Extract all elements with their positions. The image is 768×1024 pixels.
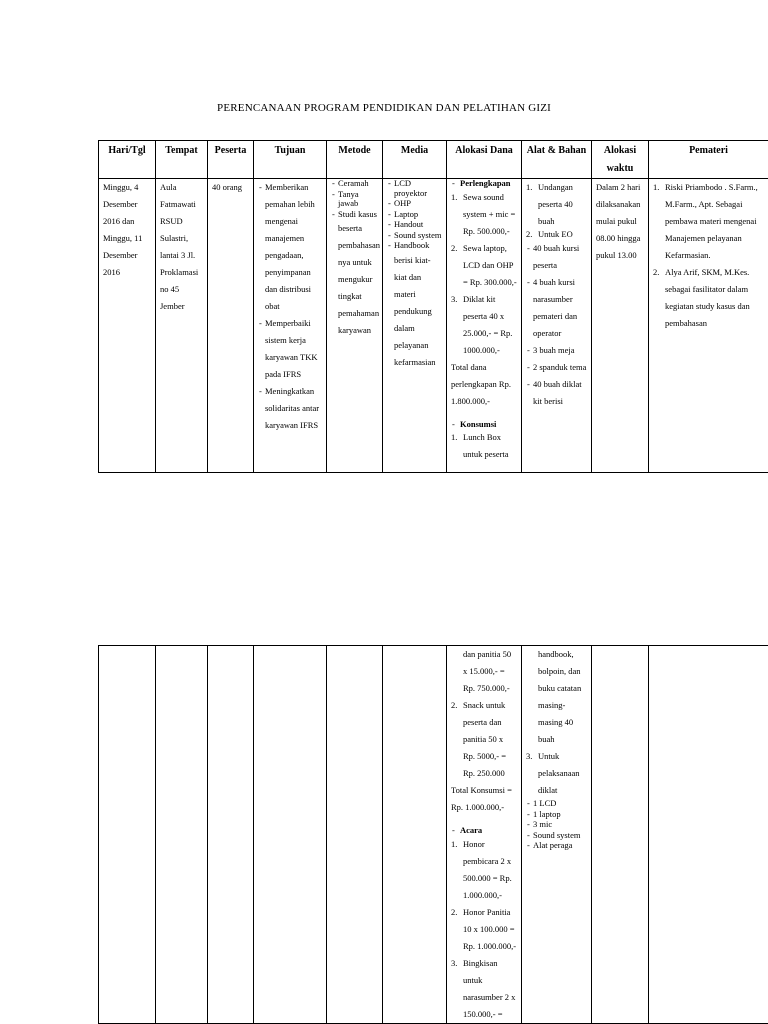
header-media: Media — [383, 141, 447, 179]
cell-pemateri — [649, 646, 768, 1024]
cell-alat-bahan — [522, 646, 592, 1024]
alat-continued: handbook, bolpoin, dan buku catatan masing-masing 40 buah — [538, 649, 582, 744]
program-table-continued — [98, 645, 768, 1024]
alat-sub-item: - 1 laptop — [526, 810, 587, 820]
table-row — [99, 179, 768, 473]
cell-hari — [99, 646, 156, 1024]
media-item: - Handbook — [387, 241, 442, 251]
media-item: - Laptop — [387, 210, 442, 220]
cell-media — [383, 646, 447, 1024]
table-row — [99, 646, 768, 1024]
cell-tempat: Aula Fatmawati RSUD Sulastri, lantai 3 Jl. Proklamasi no 45 Jember — [156, 179, 208, 473]
document-title: PERENCANAAN PROGRAM PENDIDIKAN DAN PELATIHAN GIZI — [217, 102, 551, 114]
alat-item: 3. Untuk pelaksanaan diklat — [526, 751, 580, 795]
dana-section-acara: Acara — [460, 825, 483, 835]
cell-alokasi-dana — [447, 646, 522, 1024]
pemateri-item: 2. Alya Arif, SKM, M.Kes. sebagai fasilitator dalam kegiatan study kasus dan pembahasan — [653, 267, 750, 328]
alat-sub-item: - 40 buah kursi peserta — [526, 240, 587, 274]
cell-metode — [327, 179, 383, 473]
header-tujuan: Tujuan — [254, 141, 327, 179]
cell-peserta — [208, 646, 254, 1024]
table-header-row — [99, 141, 768, 179]
header-alokasi-waktu: Alokasi waktu — [592, 141, 649, 179]
dana-total-perlengkapan: Total dana perlengkapan Rp. 1.800.000,- — [451, 361, 511, 406]
cell-peserta: 40 orang — [208, 179, 254, 473]
alat-sub-item: - 4 buah kursi narasumber pemateri dan operator — [526, 274, 587, 342]
tujuan-item: - Memberikan pemahan lebih mengenai manajemen pengadaan, penyimpanan dan distribusi obat — [258, 179, 322, 315]
tujuan-item: - Meningkatkan solidaritas antar karyawan IFRS — [258, 383, 322, 434]
cell-alat-bahan — [522, 179, 592, 473]
alat-sub-item: - 40 buah diklat kit berisi — [526, 376, 587, 410]
metode-item: - Tanya jawab — [331, 190, 378, 209]
cell-metode — [327, 646, 383, 1024]
dana-item: 2. Sewa laptop, LCD dan OHP = Rp. 300.000,- — [451, 242, 517, 287]
alat-item: 1. Undangan peserta 40 buah — [526, 182, 573, 226]
header-tempat: Tempat — [156, 141, 208, 179]
cell-pemateri — [649, 179, 768, 473]
cell-tujuan — [254, 646, 327, 1024]
metode-note: beserta pembahasan nya untuk mengukur tingkat pemahaman karyawan — [338, 223, 381, 335]
tujuan-item: - Memperbaiki sistem kerja karyawan TKK pada IFRS — [258, 315, 322, 383]
alat-item: 2. Untuk EO — [526, 229, 573, 239]
media-note: berisi kiat-kiat dan materi pendukung dalam pelayanan kefarmasian — [394, 254, 436, 367]
header-metode: Metode — [327, 141, 383, 179]
alat-sub-item: - Alat peraga — [526, 841, 587, 851]
dana-item: 1. Sewa sound system + mic = Rp. 500.000,- — [451, 191, 516, 236]
cell-tujuan — [254, 179, 327, 473]
dana-section-konsumsi: Konsumsi — [460, 418, 497, 429]
header-alat-bahan: Alat & Bahan — [522, 141, 592, 179]
cell-alokasi-waktu — [592, 646, 649, 1024]
media-item: - Sound system — [387, 231, 442, 241]
header-pemateri: Pemateri — [649, 141, 768, 179]
header-alokasi-dana: Alokasi Dana — [447, 141, 522, 179]
program-table — [98, 140, 768, 473]
cell-alokasi-dana — [447, 179, 522, 473]
alat-sub-item: - 1 LCD — [526, 799, 587, 809]
cell-hari: Minggu, 4 Desember 2016 dan Minggu, 11 Desember 2016 — [99, 179, 156, 473]
header-hari: Hari/Tgl — [99, 141, 156, 179]
dana-continued: dan panitia 50 x 15.000,- = Rp. 750.000,- — [463, 649, 512, 693]
metode-item: - Studi kasus — [331, 210, 378, 220]
alat-sub-item: - Sound system — [526, 831, 587, 841]
media-item: - LCD proyektor — [387, 179, 442, 198]
dana-item: 1. Lunch Box untuk peserta — [451, 432, 509, 459]
cell-alokasi-waktu: Dalam 2 hari dilaksanakan mulai pukul 08.00 hingga pukul 13.00 — [592, 179, 649, 473]
dana-item: 3. Bingkisan untuk narasumber 2 x 150.000,- = — [451, 957, 516, 1019]
media-item: - OHP — [387, 199, 442, 209]
dana-total-konsumsi: Total Konsumsi = Rp. 1.000.000,- — [451, 785, 512, 812]
dana-section-perlengkapan: Perlengkapan — [460, 178, 511, 188]
cell-tempat — [156, 646, 208, 1024]
metode-item: - Ceramah — [331, 179, 378, 189]
cell-media — [383, 179, 447, 473]
dana-item: 1. Honor pembicara 2 x 500.000 = Rp. 1.000.000,- — [451, 838, 512, 900]
header-peserta: Peserta — [208, 141, 254, 179]
alat-sub-item: - 3 mic — [526, 820, 587, 830]
pemateri-item: 1. Riski Priambodo . S.Farm., M.Farm., Apt. Sebagai pembawa materi mengenai Manajemen pelayanan Kefarmasian. — [653, 182, 758, 260]
media-item: - Handout — [387, 220, 442, 230]
dana-item: 2. Honor Panitia 10 x 100.000 = Rp. 1.000.000,- — [451, 906, 517, 951]
alat-sub-item: - 3 buah meja — [526, 342, 587, 359]
dana-item: 3. Diklat kit peserta 40 x 25.000,- = Rp. 1000.000,- — [451, 293, 513, 355]
alat-sub-item: - 2 spanduk tema — [526, 359, 587, 376]
dana-item: 2. Snack untuk peserta dan panitia 50 x Rp. 5000,- = Rp. 250.000 — [451, 700, 507, 778]
